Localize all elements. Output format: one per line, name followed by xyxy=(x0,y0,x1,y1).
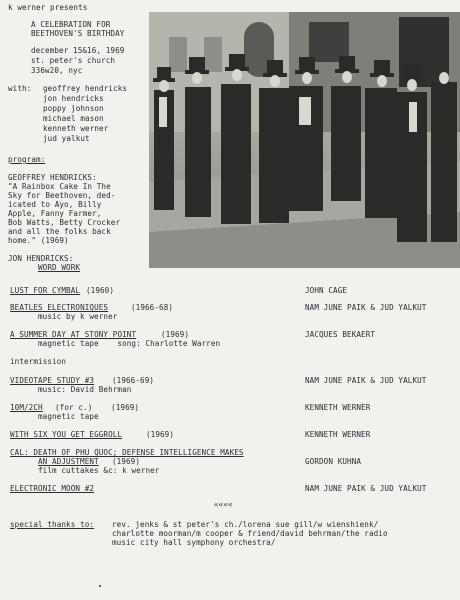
work-title: CAL: DEATH OF PHU QUOC; DEFENSE INTELLIGENCE MAKES xyxy=(10,448,244,457)
jon-work: WORD WORK xyxy=(38,263,81,272)
geoffrey-line: icated to Ayo, Billy xyxy=(8,200,102,209)
geoffrey-name: GEOFFREY HENDRICKS: xyxy=(8,173,97,182)
work-year: (1966-69) xyxy=(112,376,155,385)
work-note: film cuttakes &c: k werner xyxy=(38,466,160,475)
performer: geoffrey hendricks xyxy=(43,84,128,93)
geoffrey-line: and all the folks back xyxy=(8,227,111,236)
work-title: BEATLES ELECTRONIQUES xyxy=(10,303,109,312)
paper-speck xyxy=(99,585,101,587)
work-artist: NAM JUNE PAIK & JUD YALKUT xyxy=(305,376,427,385)
work-title: A SUMMER DAY AT STONY POINT xyxy=(10,330,137,339)
venue: st. peter's church xyxy=(31,56,116,65)
performer: kenneth werner xyxy=(43,124,109,133)
intermission: intermission xyxy=(10,357,67,366)
work-title: VIDEOTAPE STUDY #3 xyxy=(10,376,95,385)
work-year: (1969) xyxy=(161,330,190,339)
address: 336w20, nyc xyxy=(31,66,83,75)
work-title: ELECTRONIC MOON #2 xyxy=(10,484,95,493)
thanks-label: special thanks to: xyxy=(10,520,95,529)
work-year: (1969) xyxy=(112,457,141,466)
performer: poppy johnson xyxy=(43,104,104,113)
work-artist: KENNETH WERNER xyxy=(305,430,371,439)
geoffrey-line: Sky for Beethoven, ded- xyxy=(8,191,116,200)
geoffrey-line: Bob Watts, Betty Crocker xyxy=(8,218,121,227)
work-year: (1960) xyxy=(86,286,115,295)
work-title: WITH SIX YOU GET EGGROLL xyxy=(10,430,123,439)
presenter-line: k werner presents xyxy=(8,3,88,12)
work-artist: GORDON KUHNA xyxy=(305,457,362,466)
work-artist: JOHN CAGE xyxy=(305,286,348,295)
title-line-2: BEETHOVEN'S BIRTHDAY xyxy=(31,29,125,38)
work-artist: NAM JUNE PAIK & JUD YALKUT xyxy=(305,484,427,493)
jon-name: JON HENDRICKS: xyxy=(8,254,74,263)
program-label: program: xyxy=(8,155,46,164)
performer: michael mason xyxy=(43,114,104,123)
work-title: LUST FOR CYMBAL xyxy=(10,286,81,295)
work-note: music: David Behrman xyxy=(38,385,132,394)
work-title-continued: AN ADJUSTMENT xyxy=(38,457,99,466)
separator-marks: «««« xyxy=(214,500,233,509)
work-artist: JACQUES BEKAERT xyxy=(305,330,376,339)
geoffrey-line: "A Rainbox Cake In The xyxy=(8,182,111,191)
work-title: 10M/2CH xyxy=(10,403,43,412)
with-label: with: xyxy=(8,84,32,93)
geoffrey-line: Apple, Fanny Farmer, xyxy=(8,209,102,218)
work-year: (1966-68) xyxy=(131,303,174,312)
performer: jud yalkut xyxy=(43,134,90,143)
work-year: (for c.) (1969) xyxy=(55,403,140,412)
thanks-line: rev. jenks & st peter's ch./lorena sue gill/w wienshienk/ xyxy=(112,520,379,529)
photo-people-in-top-hats xyxy=(149,12,460,268)
work-artist: KENNETH WERNER xyxy=(305,403,371,412)
geoffrey-line: home." (1969) xyxy=(8,236,69,245)
work-note: magnetic tape song: Charlotte Warren xyxy=(38,339,221,348)
work-year: (1969) xyxy=(146,430,175,439)
work-artist: NAM JUNE PAIK & JUD YALKUT xyxy=(305,303,427,312)
performer: jon hendricks xyxy=(43,94,104,103)
work-note: magnetic tape xyxy=(38,412,99,421)
event-dates: december 15&16, 1969 xyxy=(31,46,125,55)
title-line-1: A CELEBRATION FOR xyxy=(31,20,111,29)
thanks-line: music city hall symphony orchestra/ xyxy=(112,538,276,547)
thanks-line: charlotte moorman/m cooper & friend/david behrman/the radio xyxy=(112,529,388,538)
work-note: music by k werner xyxy=(38,312,118,321)
